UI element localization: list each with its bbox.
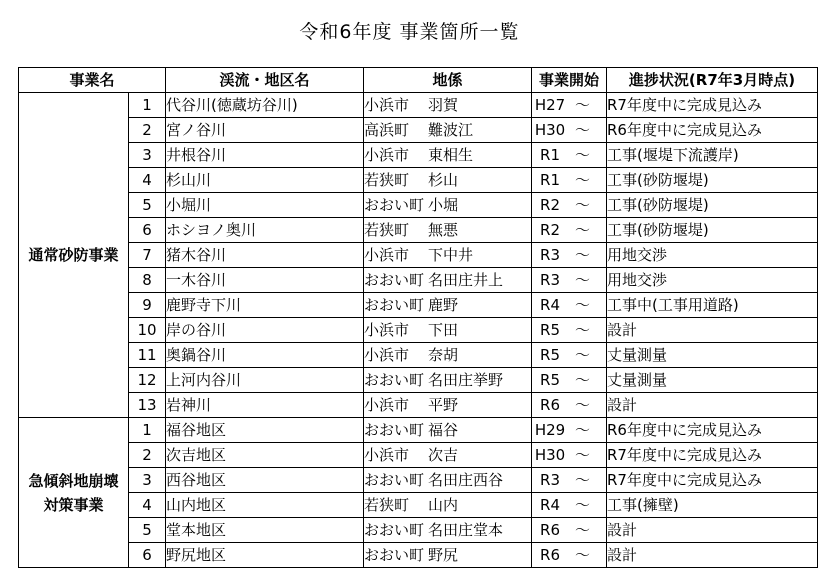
- category-cell: 通常砂防事業: [19, 93, 129, 418]
- start-year: H29: [534, 421, 566, 439]
- table-row: [19, 293, 818, 318]
- start-tilde: ～: [574, 171, 590, 189]
- header-project: 事業名: [19, 68, 166, 93]
- location-cell: [364, 143, 532, 168]
- location-cell: [364, 318, 532, 343]
- location-area: 奈胡: [428, 346, 459, 364]
- location-city: おおい町: [364, 371, 425, 389]
- table-row: [19, 343, 818, 368]
- location-area: 羽賀: [428, 96, 459, 114]
- table-row: [19, 468, 818, 493]
- row-number: 8: [129, 268, 166, 293]
- status-text: 用地交渉: [607, 243, 818, 268]
- start-cell: [532, 268, 607, 293]
- start-tilde: ～: [574, 346, 590, 364]
- stream-name: 岸の谷川: [166, 318, 364, 343]
- start-cell: [532, 468, 607, 493]
- start-tilde: ～: [574, 546, 590, 564]
- header-stream: 渓流・地区名: [166, 68, 364, 93]
- stream-name: 宮ノ谷川: [166, 118, 364, 143]
- stream-name: ホシヨノ奥川: [166, 218, 364, 243]
- start-cell: [532, 193, 607, 218]
- category-line: 急傾斜地崩壊: [28, 471, 119, 490]
- start-cell: [532, 393, 607, 418]
- category-cell: [19, 418, 129, 568]
- location-cell: [364, 243, 532, 268]
- row-number: 5: [129, 193, 166, 218]
- location-city: 小浜市: [364, 246, 410, 264]
- start-year: R6: [540, 521, 560, 539]
- start-cell: [532, 318, 607, 343]
- start-tilde: ～: [574, 321, 590, 339]
- status-text: 工事(堰堤下流護岸): [607, 143, 818, 168]
- status-text: 丈量測量: [607, 343, 818, 368]
- start-year: R5: [540, 371, 560, 389]
- start-year: R3: [540, 471, 560, 489]
- table-row: [19, 268, 818, 293]
- stream-name: 一木谷川: [166, 268, 364, 293]
- stream-name: 西谷地区: [166, 468, 364, 493]
- status-text: 設計: [607, 393, 818, 418]
- row-number: 1: [129, 93, 166, 118]
- location-cell: [364, 543, 532, 568]
- location-area: 平野: [428, 396, 459, 414]
- start-tilde: ～: [574, 446, 590, 464]
- row-number: 4: [129, 168, 166, 193]
- stream-name: 堂本地区: [166, 518, 364, 543]
- start-cell: [532, 218, 607, 243]
- status-text: 設計: [607, 518, 818, 543]
- location-area: 野尻: [428, 546, 459, 564]
- location-city: おおい町: [364, 471, 425, 489]
- location-city: 小浜市: [364, 96, 410, 114]
- row-number: 4: [129, 493, 166, 518]
- location-cell: [364, 468, 532, 493]
- start-year: H30: [534, 121, 566, 139]
- row-number: 3: [129, 468, 166, 493]
- location-area: 次吉: [428, 446, 459, 464]
- location-cell: [364, 118, 532, 143]
- location-area: 名田庄堂本: [428, 521, 504, 539]
- start-tilde: ～: [574, 421, 590, 439]
- start-cell: [532, 443, 607, 468]
- location-area: 鹿野: [428, 296, 459, 314]
- row-number: 6: [129, 543, 166, 568]
- location-city: おおい町: [364, 271, 425, 289]
- start-year: R1: [540, 146, 560, 164]
- start-year: R1: [540, 171, 560, 189]
- row-number: 7: [129, 243, 166, 268]
- start-cell: [532, 493, 607, 518]
- start-year: R4: [540, 296, 560, 314]
- row-number: 9: [129, 293, 166, 318]
- location-cell: [364, 493, 532, 518]
- table-row: [19, 143, 818, 168]
- row-number: 2: [129, 443, 166, 468]
- table-body: [19, 93, 818, 568]
- location-city: 小浜市: [364, 446, 410, 464]
- start-tilde: ～: [574, 96, 590, 114]
- status-text: R7年度中に完成見込み: [607, 468, 818, 493]
- start-tilde: ～: [574, 296, 590, 314]
- status-text: R6年度中に完成見込み: [607, 418, 818, 443]
- header-start: 事業開始: [532, 68, 607, 93]
- row-number: 12: [129, 368, 166, 393]
- location-cell: [364, 418, 532, 443]
- location-city: 若狭町: [364, 496, 410, 514]
- category-line: 対策事業: [43, 495, 104, 514]
- location-area: 名田庄井上: [428, 271, 504, 289]
- start-tilde: ～: [574, 121, 590, 139]
- start-year: R5: [540, 321, 560, 339]
- stream-name: 猪木谷川: [166, 243, 364, 268]
- location-cell: [364, 168, 532, 193]
- table-row: [19, 218, 818, 243]
- table-header-row: [19, 68, 818, 93]
- row-number: 3: [129, 143, 166, 168]
- start-cell: [532, 543, 607, 568]
- start-cell: [532, 343, 607, 368]
- stream-name: 次吉地区: [166, 443, 364, 468]
- start-year: R2: [540, 221, 560, 239]
- stream-name: 岩神川: [166, 393, 364, 418]
- table-row: [19, 518, 818, 543]
- row-number: 6: [129, 218, 166, 243]
- start-cell: [532, 243, 607, 268]
- location-cell: [364, 218, 532, 243]
- status-text: R7年度中に完成見込み: [607, 443, 818, 468]
- start-tilde: ～: [574, 246, 590, 264]
- location-cell: [364, 93, 532, 118]
- start-tilde: ～: [574, 271, 590, 289]
- location-city: おおい町: [364, 546, 425, 564]
- start-tilde: ～: [574, 471, 590, 489]
- table-row: [19, 243, 818, 268]
- location-cell: [364, 518, 532, 543]
- stream-name: 鹿野寺下川: [166, 293, 364, 318]
- stream-name: 山内地区: [166, 493, 364, 518]
- location-area: 東相生: [428, 146, 474, 164]
- table-row: [19, 543, 818, 568]
- row-number: 1: [129, 418, 166, 443]
- stream-name: 上河内谷川: [166, 368, 364, 393]
- table-row: [19, 193, 818, 218]
- stream-name: 野尻地区: [166, 543, 364, 568]
- location-cell: [364, 393, 532, 418]
- row-number: 2: [129, 118, 166, 143]
- stream-name: 杉山川: [166, 168, 364, 193]
- stream-name: 代谷川(徳蔵坊谷川): [166, 93, 364, 118]
- start-tilde: ～: [574, 496, 590, 514]
- location-cell: [364, 443, 532, 468]
- location-city: 若狭町: [364, 221, 410, 239]
- status-text: R6年度中に完成見込み: [607, 118, 818, 143]
- status-text: 工事(擁壁): [607, 493, 818, 518]
- header-location: 地係: [364, 68, 532, 93]
- start-cell: [532, 168, 607, 193]
- stream-name: 福谷地区: [166, 418, 364, 443]
- stream-name: 井根谷川: [166, 143, 364, 168]
- table-row: [19, 93, 818, 118]
- location-cell: [364, 293, 532, 318]
- row-number: 13: [129, 393, 166, 418]
- location-area: 福谷: [428, 421, 459, 439]
- start-year: R3: [540, 271, 560, 289]
- status-text: R7年度中に完成見込み: [607, 93, 818, 118]
- start-cell: [532, 93, 607, 118]
- header-status: 進捗状況(R7年3月時点): [607, 68, 818, 93]
- location-city: 小浜市: [364, 396, 410, 414]
- table-row: [19, 443, 818, 468]
- location-area: 無悪: [428, 221, 459, 239]
- start-tilde: ～: [574, 221, 590, 239]
- location-cell: [364, 193, 532, 218]
- location-area: 名田庄挙野: [428, 371, 504, 389]
- status-text: 工事(砂防堰堤): [607, 218, 818, 243]
- start-year: R3: [540, 246, 560, 264]
- location-city: 若狭町: [364, 171, 410, 189]
- stream-name: 奥鍋谷川: [166, 343, 364, 368]
- start-cell: [532, 293, 607, 318]
- page-title: 令和6年度 事業箇所一覧: [299, 21, 520, 43]
- start-tilde: ～: [574, 146, 590, 164]
- start-tilde: ～: [574, 371, 590, 389]
- start-tilde: ～: [574, 521, 590, 539]
- location-area: 山内: [428, 496, 459, 514]
- table-row: [19, 168, 818, 193]
- location-cell: [364, 268, 532, 293]
- start-year: H30: [534, 446, 566, 464]
- start-cell: [532, 368, 607, 393]
- location-city: 小浜市: [364, 146, 410, 164]
- location-area: 難波江: [428, 121, 474, 139]
- start-cell: [532, 143, 607, 168]
- table-row: [19, 368, 818, 393]
- project-table: [18, 67, 818, 568]
- status-text: 工事中(工事用道路): [607, 293, 818, 318]
- location-city: おおい町: [364, 296, 425, 314]
- location-city: 小浜市: [364, 346, 410, 364]
- location-area: 名田庄西谷: [428, 471, 504, 489]
- status-text: 用地交渉: [607, 268, 818, 293]
- start-year: R2: [540, 196, 560, 214]
- start-cell: [532, 518, 607, 543]
- location-area: 下中井: [428, 246, 474, 264]
- start-year: H27: [534, 96, 566, 114]
- location-city: 高浜町: [364, 121, 410, 139]
- stream-name: 小堀川: [166, 193, 364, 218]
- location-area: 小堀: [428, 196, 459, 214]
- row-number: 11: [129, 343, 166, 368]
- table-row: [19, 118, 818, 143]
- start-cell: [532, 118, 607, 143]
- table-row: [19, 418, 818, 443]
- location-city: おおい町: [364, 196, 425, 214]
- status-text: 設計: [607, 543, 818, 568]
- location-cell: [364, 343, 532, 368]
- location-city: おおい町: [364, 421, 425, 439]
- table-row: [19, 493, 818, 518]
- location-area: 下田: [428, 321, 459, 339]
- start-tilde: ～: [574, 196, 590, 214]
- table-row: [19, 393, 818, 418]
- location-city: おおい町: [364, 521, 425, 539]
- location-area: 杉山: [428, 171, 459, 189]
- location-city: 小浜市: [364, 321, 410, 339]
- start-year: R4: [540, 496, 560, 514]
- status-text: 工事(砂防堰堤): [607, 168, 818, 193]
- row-number: 10: [129, 318, 166, 343]
- status-text: 丈量測量: [607, 368, 818, 393]
- start-year: R6: [540, 396, 560, 414]
- location-cell: [364, 368, 532, 393]
- start-cell: [532, 418, 607, 443]
- start-tilde: ～: [574, 396, 590, 414]
- table-row: [19, 318, 818, 343]
- status-text: 工事(砂防堰堤): [607, 193, 818, 218]
- start-year: R5: [540, 346, 560, 364]
- row-number: 5: [129, 518, 166, 543]
- start-year: R6: [540, 546, 560, 564]
- status-text: 設計: [607, 318, 818, 343]
